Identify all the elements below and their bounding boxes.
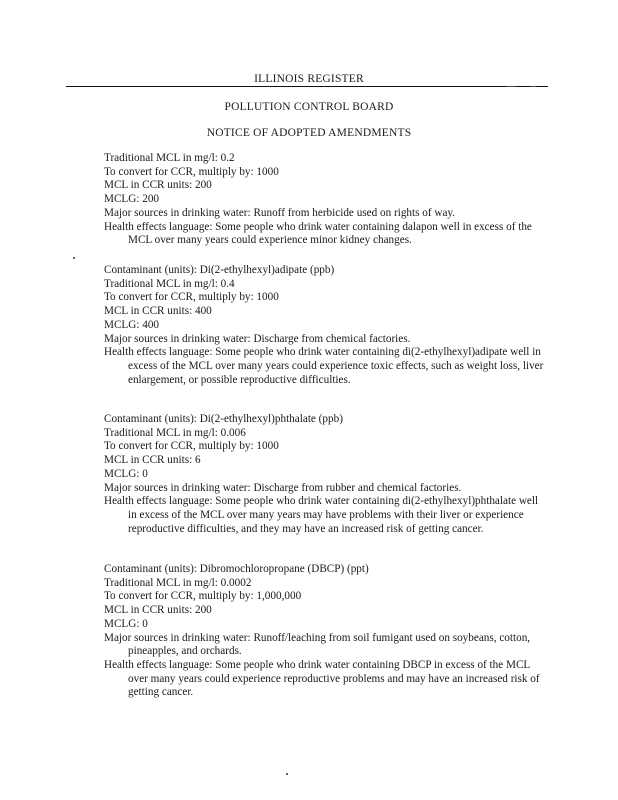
major-sources: Major sources in drinking water: Discharge from chemical factories. — [104, 332, 411, 345]
traditional-mcl: Traditional MCL in mg/l: 0.2 — [104, 152, 235, 164]
mcl-ccr-units: MCL in CCR units: 6 — [104, 454, 201, 467]
ccr-conversion: To convert for CCR, multiply by: 1000 — [104, 440, 279, 453]
scan-speck — [73, 257, 75, 259]
contaminant-section-dbcp — [104, 563, 544, 700]
mcl-ccr-units: MCL in CCR units: 200 — [104, 604, 212, 617]
notice-title: NOTICE OF ADOPTED AMENDMENTS — [206, 127, 412, 139]
contaminant-section-dalapon — [104, 152, 544, 248]
traditional-mcl: Traditional MCL in mg/l: 0.4 — [104, 277, 235, 290]
health-effects: Health effects language: Some people who drink water containing DBCP in excess of the MCL over many years could experience reproductive problems and may have an increased risk of getting cancer. — [104, 658, 540, 699]
contaminant-units: Contaminant (units): Di(2-ethylhexyl)phthalate (ppb) — [104, 413, 343, 425]
board-title: POLLUTION CONTROL BOARD — [224, 101, 394, 113]
header-mark-right-2 — [530, 86, 536, 87]
register-title: ILLINOIS REGISTER — [254, 73, 364, 85]
contaminant-units: Contaminant (units): Dibromochloropropane (DBCP) (ppt) — [104, 563, 369, 575]
major-sources: Major sources in drinking water: Runoff from herbicide used on rights of way. — [104, 206, 456, 219]
health-effects: Health effects language: Some people who drink water containing dalapon well in excess of the MCL over many years could experience minor kidney changes. — [104, 220, 532, 247]
health-effects: Health effects language: Some people who drink water containing di(2-ethylhexyl)phthalate well in excess of the MCL over many years may have problems with their liver or experience reproductive difficulties, and they may have an increased risk of getting cancer. — [104, 495, 539, 535]
ccr-conversion: To convert for CCR, multiply by: 1,000,000 — [104, 590, 302, 603]
major-sources: Major sources in drinking water: Discharge from rubber and chemical factories. — [104, 481, 462, 494]
mcl-ccr-units: MCL in CCR units: 200 — [104, 179, 212, 192]
ccr-conversion: To convert for CCR, multiply by: 1000 — [104, 165, 279, 178]
mclg: MCLG: 400 — [104, 318, 160, 331]
health-effects: Health effects language: Some people who drink water containing di(2-ethylhexyl)adipate well in excess of the MCL over many years could experience toxic effects, such as weight loss, liver enlargement, or possible reproductive difficulties. — [104, 346, 544, 386]
mclg: MCLG: 0 — [104, 467, 148, 480]
mclg: MCLG: 0 — [104, 617, 148, 630]
contaminant-section-dehp — [104, 413, 544, 536]
header-mark-right — [506, 86, 516, 87]
mcl-ccr-units: MCL in CCR units: 400 — [104, 305, 212, 318]
scan-speck — [286, 773, 288, 775]
major-sources: Major sources in drinking water: Runoff/leaching from soil fumigant used on soybeans, cotton, pineapples, and orchards. — [104, 631, 531, 658]
contaminant-section-dehaadipate — [104, 264, 544, 387]
traditional-mcl: Traditional MCL in mg/l: 0.0002 — [104, 576, 252, 589]
ccr-conversion: To convert for CCR, multiply by: 1000 — [104, 291, 279, 304]
header-rule — [66, 86, 548, 87]
mclg: MCLG: 200 — [104, 193, 160, 206]
contaminant-units: Contaminant (units): Di(2-ethylhexyl)adipate (ppb) — [104, 264, 335, 276]
traditional-mcl: Traditional MCL in mg/l: 0.006 — [104, 426, 246, 439]
